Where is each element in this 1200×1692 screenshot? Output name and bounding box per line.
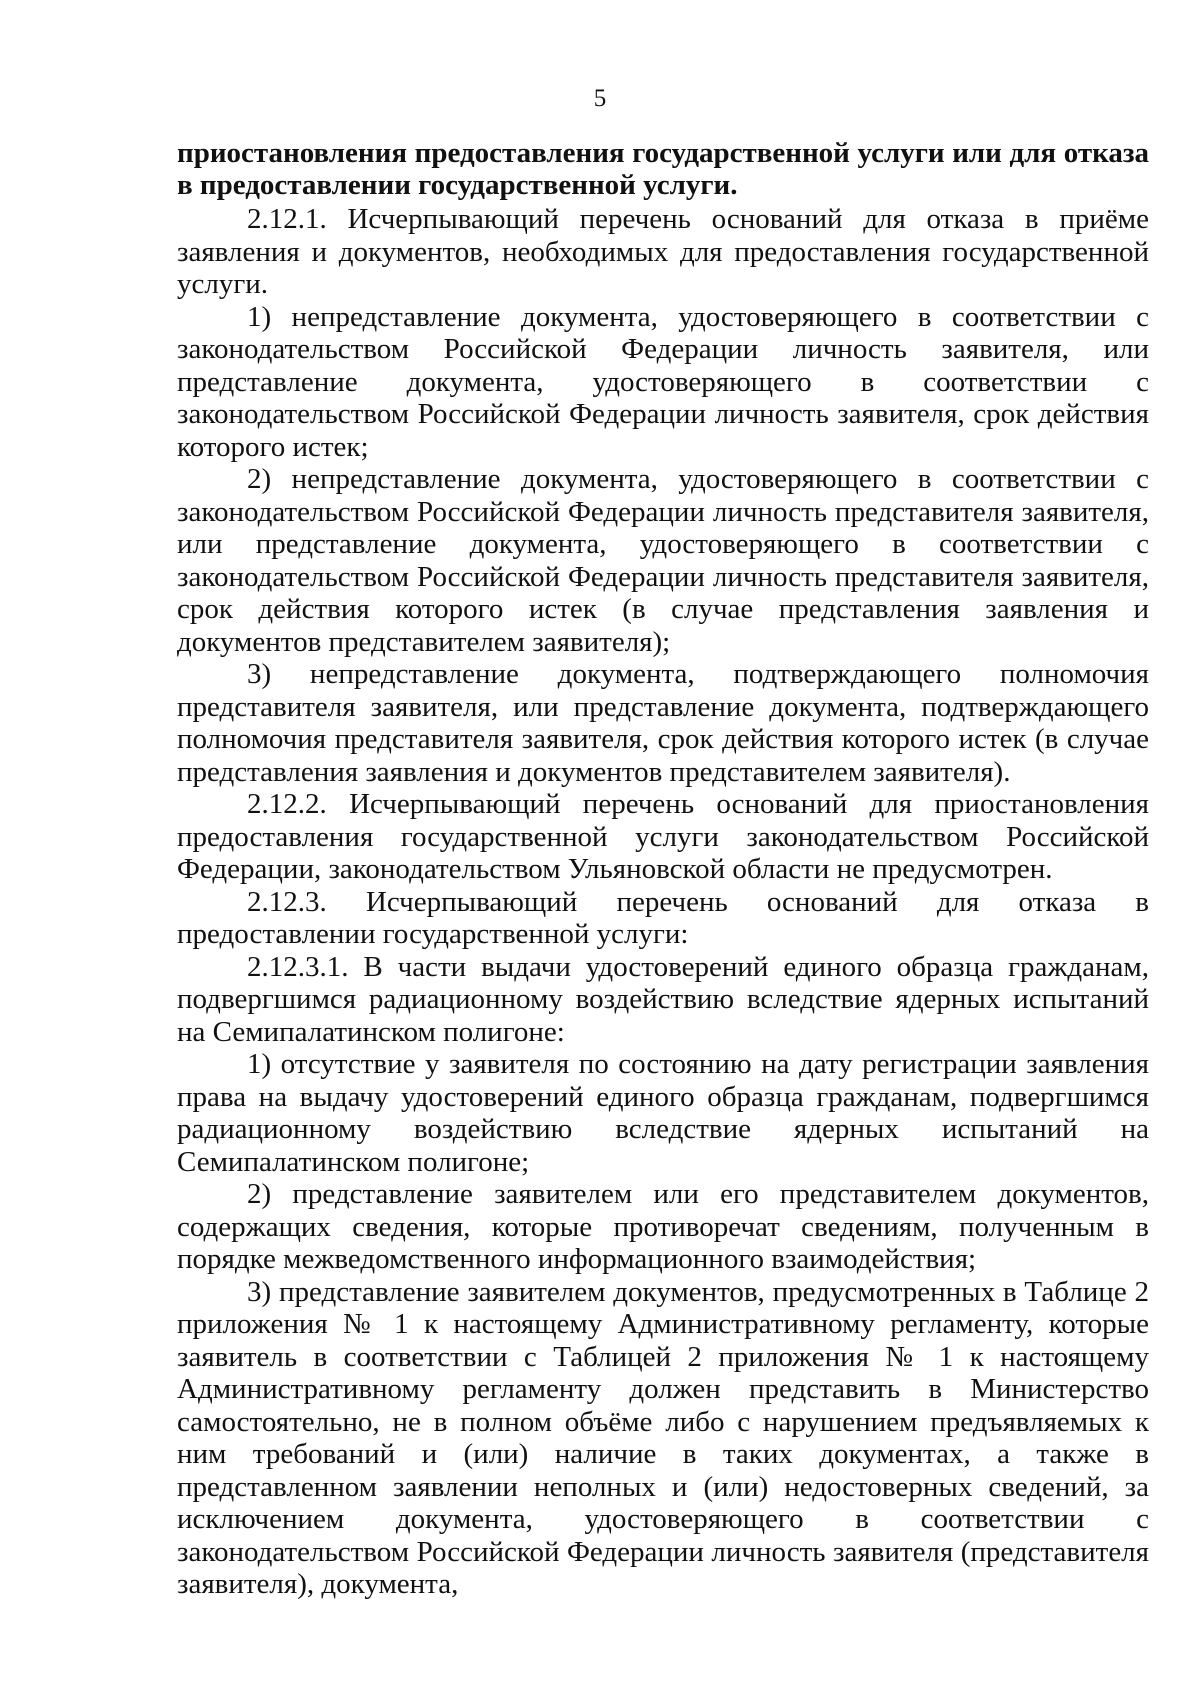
document-body [177,137,1149,1601]
paragraph-item-3: 3) непредставление документа, подтверждающего полномочия представителя заявителя, или представление документа, подтверждающего полномочия представителя заявителя, срок действия которого истек (в случае представления заявления и документов представителем заявителя). [177,658,1149,788]
paragraph-2-12-3: 2.12.3. Исчерпывающий перечень оснований для отказа в предоставлении государственной услуги: [177,885,1149,950]
paragraph-item-1: 1) непредставление документа, удостоверяющего в соответствии с законодательством Российской Федерации личность заявителя, или представление документа, удостоверяющего в соответствии с законодательством Российской Федерации личность заявителя, срок действия которого истек; [177,300,1149,463]
paragraph-2-12-1: 2.12.1. Исчерпывающий перечень оснований для отказа в приёме заявления и документов, необходимых для предоставления государственной услуги. [177,203,1149,300]
paragraph-reason-3: 3) представление заявителем документов, предусмотренных в Таблице 2 приложения № 1 к настоящему Административному регламенту, которые заявитель в соответствии с Таблицей 2 приложения № 1 к настоящему Административному регламенту должен представить в Министерство самостоятельно, не в полном объёме либо с нарушением предъявляемых к ним требований и (или) наличие в таких документах, а также в представленном заявлении неполных и (или) недостоверных сведений, за исключением документа, удостоверяющего в соответствии с законодательством Российской Федерации личность заявителя (представителя заявителя), документа, [177,1275,1149,1600]
section-heading: приостановления предоставления государственной услуги или для отказа в предоставлении государственной услуги. [177,137,1149,201]
paragraph-reason-2: 2) представление заявителем или его представителем документов, содержащих сведения, которые противоречат сведениям, полученным в порядке межведомственного информационного взаимодействия; [177,1178,1149,1275]
paragraph-2-12-2: 2.12.2. Исчерпывающий перечень оснований для приостановления предоставления государственной услуги законодательством Российской Федерации, законодательством Ульяновской области не предусмотрен. [177,788,1149,885]
paragraph-2-12-3-1: 2.12.3.1. В части выдачи удостоверений единого образца гражданам, подвергшимся радиационному воздействию вследствие ядерных испытаний на Семипалатинском полигоне: [177,950,1149,1048]
paragraph-reason-1: 1) отсутствие у заявителя по состоянию на дату регистрации заявления права на выдачу удостоверений единого образца гражданам, подвергшимся радиационному воздействию вследствие ядерных испытаний на Семипалатинском полигоне; [177,1048,1149,1178]
paragraph-item-2: 2) непредставление документа, удостоверяющего в соответствии с законодательством Российской Федерации личность представителя заявителя, или представление документа, удостоверяющего в соответствии с законодательством Российской Федерации личность представителя заявителя, срок действия которого истек (в случае представления заявления и документов представителем заявителя); [177,463,1149,658]
page-number: 5 [593,85,607,112]
